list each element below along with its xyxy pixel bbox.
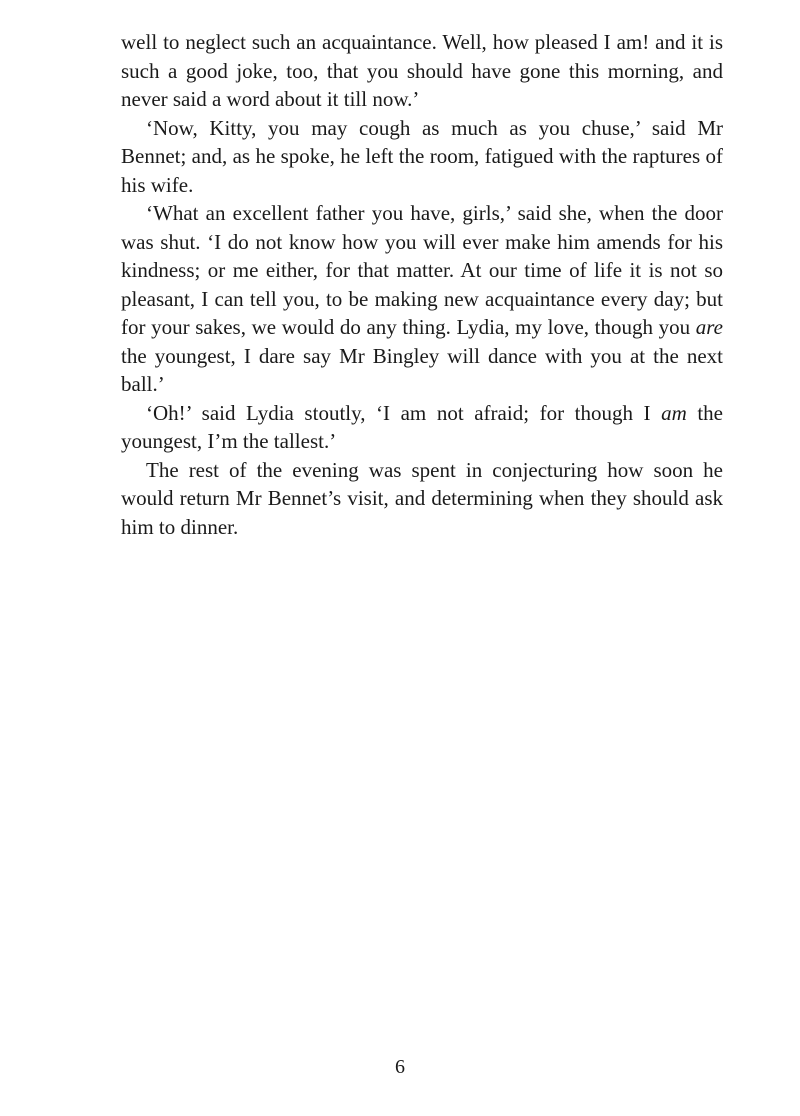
paragraph-3-text-a: ‘What an excellent father you have, girls,’ said she, when the door was shut. ‘I do not know how you will ever make him amends for his kindness; or me either, for that matter. At our time of life it is not so pleasant, I can tell you, to be making new acquaintance every day; but for your sakes, we would do any thing. Lydia, my love, though you [121, 201, 723, 339]
paragraph-3-text-b: the youngest, I dare say Mr Bingley will dance with you at the next ball.’ [121, 343, 723, 396]
paragraph-4-text-b: the youngest, I’m the tallest.’ [121, 400, 724, 453]
paragraph-4 [121, 399, 723, 456]
paragraph-2 [121, 114, 723, 200]
paragraph-4-text-a: ‘Oh!’ said Lydia stoutly, ‘I am not afraid; for though I [146, 400, 662, 425]
paragraph-3-emphasis: are [695, 315, 723, 339]
paragraph-2-text: ‘Now, Kitty, you may cough as much as you chuse,’ said Mr Bennet; and, as he spoke, he left the room, fatigued with the raptures of his wife. [121, 115, 723, 197]
body-text [121, 28, 723, 541]
paragraph-4-emphasis: am [661, 400, 687, 425]
paragraph-5 [121, 456, 723, 542]
paragraph-5-text: The rest of the evening was spent in conjecturing how soon he would return Mr Bennet’s visit, and determining when they should ask him to dinner. [121, 457, 723, 539]
paragraph-3 [121, 199, 723, 399]
paragraph-1 [121, 28, 723, 114]
page-number: 6 [395, 1056, 405, 1078]
paragraph-1-text: well to neglect such an acquaintance. Well, how pleased I am! and it is such a good joke, too, that you should have gone this morning, and never said a word about it till now.’ [121, 30, 723, 111]
